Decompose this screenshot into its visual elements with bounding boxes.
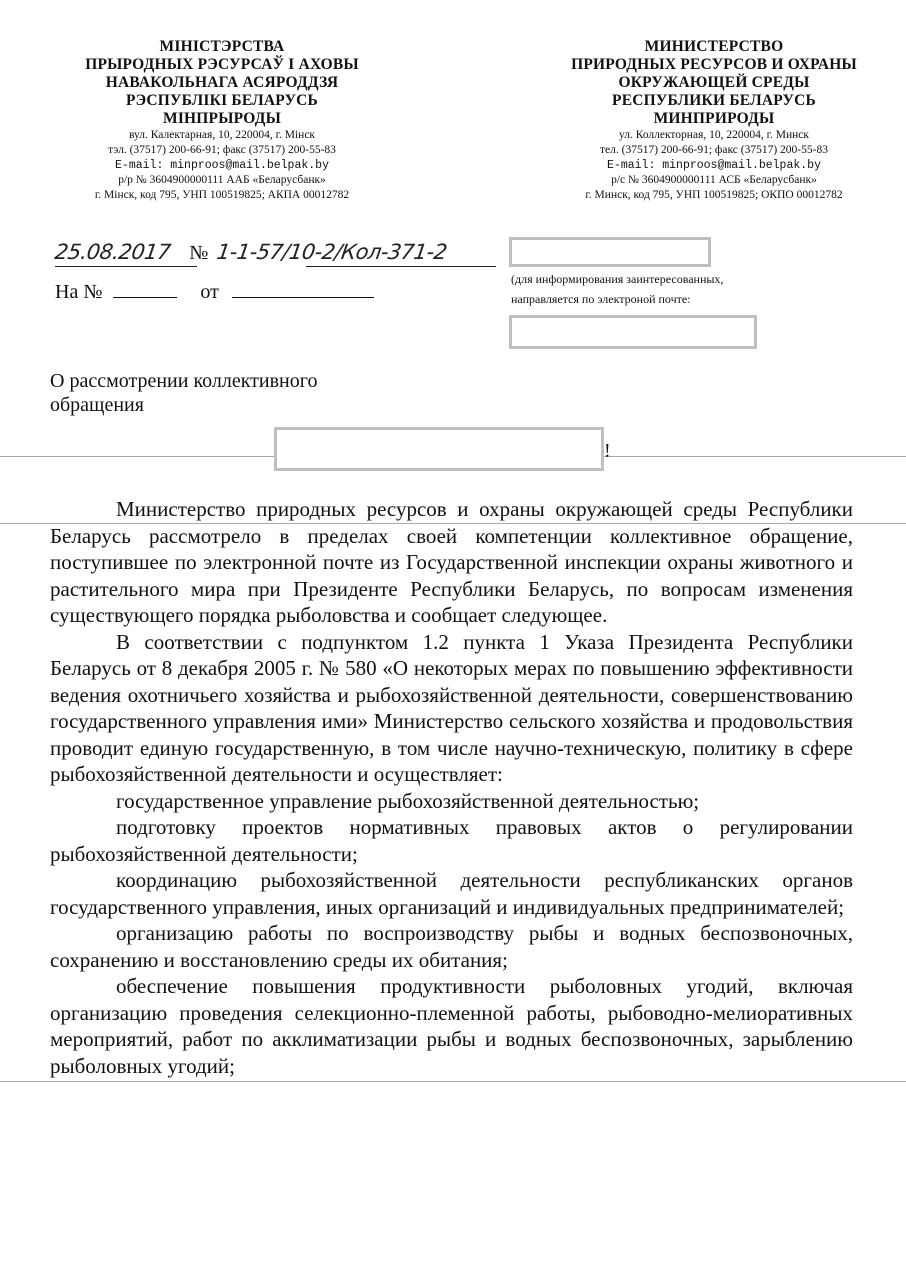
letterhead-belarusian: [42, 38, 402, 203]
org-short-name: МИНПРИРОДЫ: [653, 110, 775, 127]
recipient-note-line1: (для информирования заинтересованных,: [511, 272, 724, 286]
org-codes: г. Мінск, код 795, УНП 100519825; АКПА 00012782: [94, 189, 350, 201]
org-codes: г. Минск, код 795, УНП 100519825; ОКПО 00012782: [585, 189, 843, 201]
body-list-item: координацию рыбохозяйственной деятельности республиканских органов государственного управления, иных организаций и индивидуальных предпринимателей;: [50, 868, 853, 919]
body-list-item: обеспечение повышения продуктивности рыболовных угодий, включая организацию проведения селекционно-племенной работы, рыбоводно-мелиоративных мероприятий, работ по акклиматизации рыбы и водных беспозвоночных, зарыблению рыболовных угодий;: [50, 974, 853, 1078]
subject-line: обращения: [50, 394, 144, 416]
body-list-item: государственное управление рыбохозяйственной деятельностью;: [116, 788, 700, 813]
letterhead-russian: [532, 38, 896, 203]
scan-fold-line: [0, 1081, 906, 1082]
org-address: вул. Калектарная, 10, 220004, г. Мінск: [128, 129, 316, 141]
org-address: ул. Коллекторная, 10, 220004, г. Минск: [618, 129, 809, 141]
redacted-recipient-name: [509, 237, 711, 267]
letter-subject: [50, 369, 317, 417]
org-name-line: ОКРУЖАЮЩЕЙ СРЕДЫ: [618, 74, 810, 91]
org-email: E-mail: minproos@mail.belpak.by: [115, 159, 329, 172]
ot-label: от: [200, 281, 219, 303]
org-short-name: МІНПРЫРОДЫ: [162, 110, 281, 127]
org-email: E-mail: minproos@mail.belpak.by: [607, 159, 821, 172]
org-name-line: НАВАКОЛЬНАГА АСЯРОДДЗЯ: [105, 74, 339, 91]
handwritten-date: 25.08.2017: [53, 240, 172, 264]
number-underline: [306, 266, 496, 267]
body-paragraph: В соответствии с подпунктом 1.2 пункта 1 Указа Президента Республики Беларусь от 8 декабря 2005 г. № 580 «О некоторых мерах по повышению эффективности ведения охотничьего хозяйства и рыбохозяйственной деятельности, совершенствованию государственного управления ими» Министерство сельского хозяйства и продовольствия проводит единую государственную, в том числе научно-техническую, политику в сфере рыбохозяйственной деятельности и осуществляет:: [50, 629, 853, 786]
org-name-line: ПРИРОДНЫХ РЕСУРСОВ И ОХРАНЫ: [571, 56, 857, 73]
redacted-salutation-name: [274, 427, 604, 471]
redacted-recipient-email: [509, 315, 757, 349]
number-sign: №: [189, 242, 209, 264]
date-underline: [55, 266, 197, 267]
incoming-reference: [55, 279, 374, 304]
org-bank-account: р/р № 3604900000111 ААБ «Беларусбанк»: [118, 174, 326, 186]
org-phone: тэл. (37517) 200-66-91; факс (37517) 200-55-83: [108, 144, 336, 156]
body-paragraph: Министерство природных ресурсов и охраны окружающей среды Республики Беларусь рассмотрело в пределах своей компетенции коллективное обращение, поступившее по электронной почте из Государственной инспекции охраны животного и растительного мира при Президенте Республики Беларусь, по вопросам изменения существующего порядка рыболовства и сообщает следующее.: [50, 497, 853, 627]
incoming-number-blank: [113, 279, 177, 298]
body-list-item: подготовку проектов нормативных правовых актов о регулировании рыбохозяйственной деятельности;: [50, 815, 853, 866]
org-phone: тел. (37517) 200-66-91; факс (37517) 200-55-83: [600, 144, 828, 156]
recipient-note-line2: направляется по электроной почте:: [511, 292, 691, 306]
outgoing-reference: [55, 240, 447, 265]
handwritten-number: 1-1-57/10-2/Кол-371-2: [215, 240, 449, 264]
incoming-date-blank: [232, 279, 374, 298]
body-list-item: организацию работы по воспроизводству рыбы и водных беспозвоночных, сохранению и восстановлению среды их обитания;: [50, 921, 853, 972]
subject-line: О рассмотрении коллективного: [50, 370, 318, 392]
salutation-exclamation: !: [604, 440, 611, 462]
org-name-line: ПРЫРОДНЫХ РЭСУРСАЎ І АХОВЫ: [85, 56, 359, 73]
org-name-line: РЭСПУБЛІКІ БЕЛАРУСЬ: [125, 92, 319, 109]
na-label: На №: [55, 281, 103, 303]
letter-body: [50, 496, 853, 1079]
org-bank-account: р/с № 3604900000111 АСБ «Беларусбанк»: [611, 174, 817, 186]
org-name-line: МИНИСТЕРСТВО: [644, 38, 784, 55]
org-name-line: МІНІСТЭРСТВА: [159, 38, 285, 55]
org-name-line: РЕСПУБЛИКИ БЕЛАРУСЬ: [612, 92, 816, 109]
